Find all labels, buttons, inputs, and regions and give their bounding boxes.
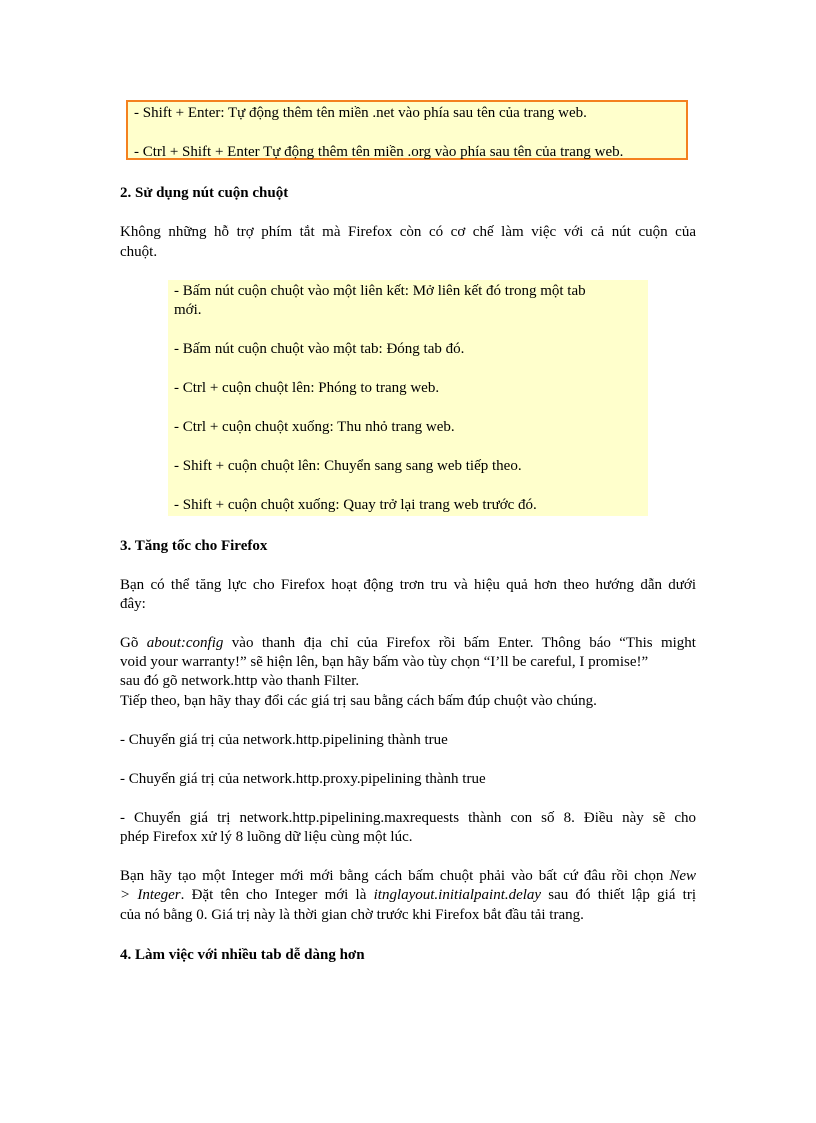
heading-section-4: 4. Làm việc với nhiều tab dễ dàng hơn <box>120 947 365 963</box>
heading-section-2: 2. Sử dụng nút cuộn chuột <box>120 185 289 201</box>
mouse-item-6: - Shift + cuộn chuột xuống: Quay trở lại trang web trước đó. <box>174 497 537 513</box>
section3-step-1: - Chuyển giá trị của network.http.pipelining thành true <box>120 732 448 748</box>
mouse-wheel-box <box>168 280 648 516</box>
section3-p2-line-1: Gõ about:config vào thanh địa chỉ của Firefox rồi bấm Enter. Thông báo “This might <box>120 635 696 651</box>
mouse-item-3: - Ctrl + cuộn chuột lên: Phóng to trang web. <box>174 380 440 396</box>
section3-intro-line-2: đây: <box>120 596 146 612</box>
section2-para-line-1: Không những hỗ trợ phím tắt mà Firefox còn có cơ chế làm việc với cả nút cuộn của <box>120 224 696 240</box>
mouse-item-1-line-1: - Bấm nút cuộn chuột vào một liên kết: Mở liên kết đó trong một tab <box>174 283 586 299</box>
mouse-item-2: - Bấm nút cuộn chuột vào một tab: Đóng tab đó. <box>174 341 465 357</box>
integer-term: > Integer <box>120 887 181 903</box>
section3-p2-line-3: sau đó gõ network.http vào thanh Filter. <box>120 673 360 689</box>
mouse-item-5: - Shift + cuộn chuột lên: Chuyển sang sang web tiếp theo. <box>174 458 522 474</box>
mouse-item-4: - Ctrl + cuộn chuột xuống: Thu nhỏ trang web. <box>174 419 455 435</box>
section3-intro-line-1: Bạn có thể tăng lực cho Firefox hoạt động trơn tru và hiệu quả hơn theo hướng dẫn dưới <box>120 577 696 593</box>
section3-p3-line-3: của nó bằng 0. Giá trị này là thời gian chờ trước khi Firefox bắt đầu tải trang. <box>120 907 584 923</box>
section3-step-2: - Chuyển giá trị của network.http.proxy.pipelining thành true <box>120 771 486 787</box>
section3-step-3-line-2: phép Firefox xử lý 8 luồng dữ liệu cùng một lúc. <box>120 829 413 845</box>
section3-p2-line-2: void your warranty!” sẽ hiện lên, bạn hãy bấm vào tùy chọn “I’ll be careful, I promise!” <box>120 654 649 670</box>
orange-line-2: - Ctrl + Shift + Enter Tự động thêm tên miền .org vào phía sau tên của trang web. <box>134 144 624 160</box>
heading-section-3: 3. Tăng tốc cho Firefox <box>120 538 268 554</box>
section3-p2-line-4: Tiếp theo, bạn hãy thay đổi các giá trị sau bằng cách bấm đúp chuột vào chúng. <box>120 693 597 709</box>
new-term: New <box>669 868 696 884</box>
about-config-term: about:config <box>146 635 224 651</box>
orange-line-1: - Shift + Enter: Tự động thêm tên miền .net vào phía sau tên của trang web. <box>134 105 587 121</box>
mouse-item-1-line-2: mới. <box>174 302 202 318</box>
section3-p3-line-1: Bạn hãy tạo một Integer mới mới bằng cách bấm chuột phải vào bất cứ đâu rồi chọn New <box>120 868 696 884</box>
section3-p3-line-2: > Integer. Đặt tên cho Integer mới là itnglayout.initialpaint.delay sau đó thiết lập giá trị <box>120 887 697 903</box>
initialpaint-delay-term: itnglayout.initialpaint.delay <box>373 887 542 903</box>
section2-para-line-2: chuột. <box>120 244 158 260</box>
section3-step-3-line-1: - Chuyển giá trị network.http.pipelining.maxrequests thành con số 8. Điều này sẽ cho <box>120 810 696 826</box>
